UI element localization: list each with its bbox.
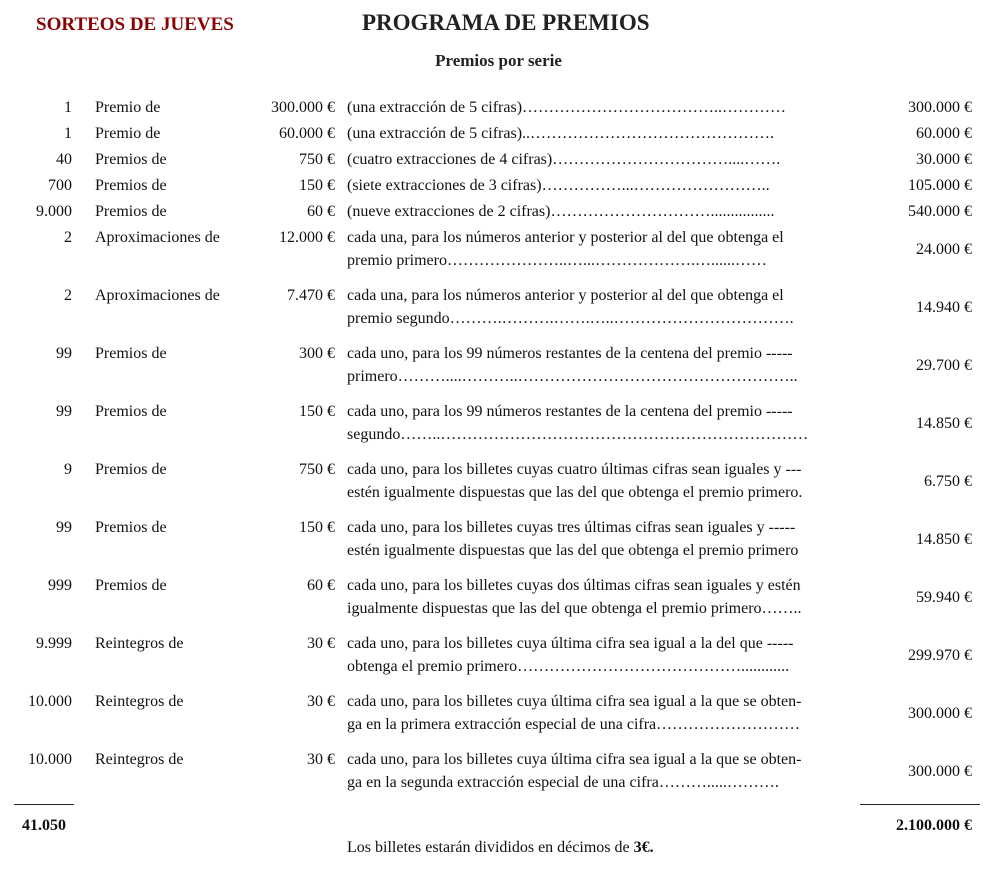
prize-amount: 30 € (307, 751, 335, 768)
prize-count: 40 (56, 151, 72, 168)
footer-note (347, 839, 654, 857)
prize-description: (una extracción de 5 cifras)………………………………..………… (347, 99, 787, 116)
prize-description: cada una, para los números anterior y posterior al del que obtenga el premio primero…………………..…...……………….…......…… (347, 229, 784, 269)
prize-kind: Premio de (95, 99, 161, 116)
prize-total: 14.850 € (916, 531, 972, 548)
prize-amount: 12.000 € (279, 229, 335, 246)
prize-description: cada una, para los números anterior y posterior al del que obtenga el premio segundo……….……….…….…..……………………………. (347, 287, 794, 327)
prize-total: 300.000 € (908, 763, 972, 780)
prize-amount: 750 € (299, 151, 335, 168)
prize-amount: 60 € (307, 203, 335, 220)
prize-description: (siete extracciones de 3 cifras)……………...…………………….. (347, 177, 770, 194)
prize-total: 6.750 € (924, 473, 972, 490)
prize-kind: Aproximaciones de (95, 229, 220, 246)
prize-amount: 60 € (307, 577, 335, 594)
prize-total: 29.700 € (916, 357, 972, 374)
brand-heading: SORTEOS DE JUEVES (36, 14, 234, 35)
prize-kind: Reintegros de (95, 693, 184, 710)
prize-count: 99 (56, 345, 72, 362)
prize-description: cada uno, para los 99 números restantes de la centena del premio ----- segundo……..…………………………………………………………… (347, 403, 809, 443)
prize-amount: 30 € (307, 635, 335, 652)
prize-total: 299.970 € (908, 647, 972, 664)
prize-amount: 60.000 € (279, 125, 335, 142)
prize-description: cada uno, para los billetes cuya última cifra sea igual a la que se obten- ga en la primera extracción especial de una cifra……………………… (347, 693, 802, 733)
prize-amount: 30 € (307, 693, 335, 710)
prize-kind: Aproximaciones de (95, 287, 220, 304)
prize-count: 9.999 (36, 635, 72, 652)
prize-amount: 750 € (299, 461, 335, 478)
prize-description: cada uno, para los billetes cuyas cuatro últimas cifras sean iguales y --- estén igualmente dispuestas que las del que obtenga el premio primero. (347, 461, 803, 501)
page-subtitle: Premios por serie (435, 51, 562, 70)
prize-total: 30.000 € (916, 151, 972, 168)
count-sum-rule (14, 804, 74, 805)
prize-amount: 150 € (299, 177, 335, 194)
page-title: PROGRAMA DE PREMIOS (362, 10, 650, 35)
prize-kind: Premios de (95, 577, 167, 594)
prize-description: cada uno, para los billetes cuyas dos últimas cifras sean iguales y estén igualmente dispuestas que las del que obtenga el premio primero…….. (347, 577, 802, 617)
prize-total: 59.940 € (916, 589, 972, 606)
prize-description: (cuatro extracciones de 4 cifras)……………………………....……. (347, 151, 781, 168)
prize-total: 300.000 € (908, 99, 972, 116)
prize-kind: Reintegros de (95, 751, 184, 768)
prize-amount: 150 € (299, 403, 335, 420)
prize-count: 9 (64, 461, 72, 478)
total-amount: 2.100.000 € (896, 817, 972, 834)
prize-description: cada uno, para los billetes cuya última cifra sea igual a la que se obten- ga en la segunda extracción especial de una cifra……….....………. (347, 751, 802, 791)
prize-total: 14.850 € (916, 415, 972, 432)
total-sum-rule (860, 804, 980, 805)
prize-amount: 300.000 € (271, 99, 335, 116)
prize-total: 14.940 € (916, 299, 972, 316)
prize-total: 24.000 € (916, 241, 972, 258)
prize-count: 700 (48, 177, 72, 194)
prize-count: 10.000 (28, 751, 72, 768)
prize-total: 60.000 € (916, 125, 972, 142)
footer-price: 3€. (633, 839, 654, 856)
prize-count: 1 (64, 125, 72, 142)
prize-kind: Premios de (95, 151, 167, 168)
prize-description: (nueve extracciones de 2 cifras)…………………………................ (347, 203, 775, 220)
prize-total: 540.000 € (908, 203, 972, 220)
prize-kind: Premios de (95, 461, 167, 478)
prize-kind: Premios de (95, 203, 167, 220)
prize-description: cada uno, para los 99 números restantes de la centena del premio ----- primero………....………..…………………………………………….. (347, 345, 798, 385)
footer-text: Los billetes estarán divididos en décimos de (347, 839, 634, 856)
prize-description: cada uno, para los billetes cuyas tres últimas cifras sean iguales y ----- estén igualmente dispuestas que las del que obtenga el premio primero (347, 519, 799, 559)
prize-kind: Premios de (95, 345, 167, 362)
prize-count: 99 (56, 519, 72, 536)
prize-kind: Premio de (95, 125, 161, 142)
prize-count: 2 (64, 287, 72, 304)
prize-total: 105.000 € (908, 177, 972, 194)
prize-total: 300.000 € (908, 705, 972, 722)
prize-description: cada uno, para los billetes cuya última cifra sea igual a la del que ----- obtenga el premio primero……………………………………............ (347, 635, 794, 675)
prize-count: 9.000 (36, 203, 72, 220)
prize-count: 99 (56, 403, 72, 420)
prize-count: 2 (64, 229, 72, 246)
prize-kind: Premios de (95, 177, 167, 194)
prize-kind: Premios de (95, 519, 167, 536)
prize-amount: 300 € (299, 345, 335, 362)
prize-count: 999 (48, 577, 72, 594)
prize-amount: 7.470 € (287, 287, 335, 304)
prize-kind: Premios de (95, 403, 167, 420)
prize-count: 10.000 (28, 693, 72, 710)
total-count: 41.050 (22, 817, 66, 834)
prize-kind: Reintegros de (95, 635, 184, 652)
prize-amount: 150 € (299, 519, 335, 536)
prize-count: 1 (64, 99, 72, 116)
prize-description: (una extracción de 5 cifras)..………………………………………. (347, 125, 775, 142)
